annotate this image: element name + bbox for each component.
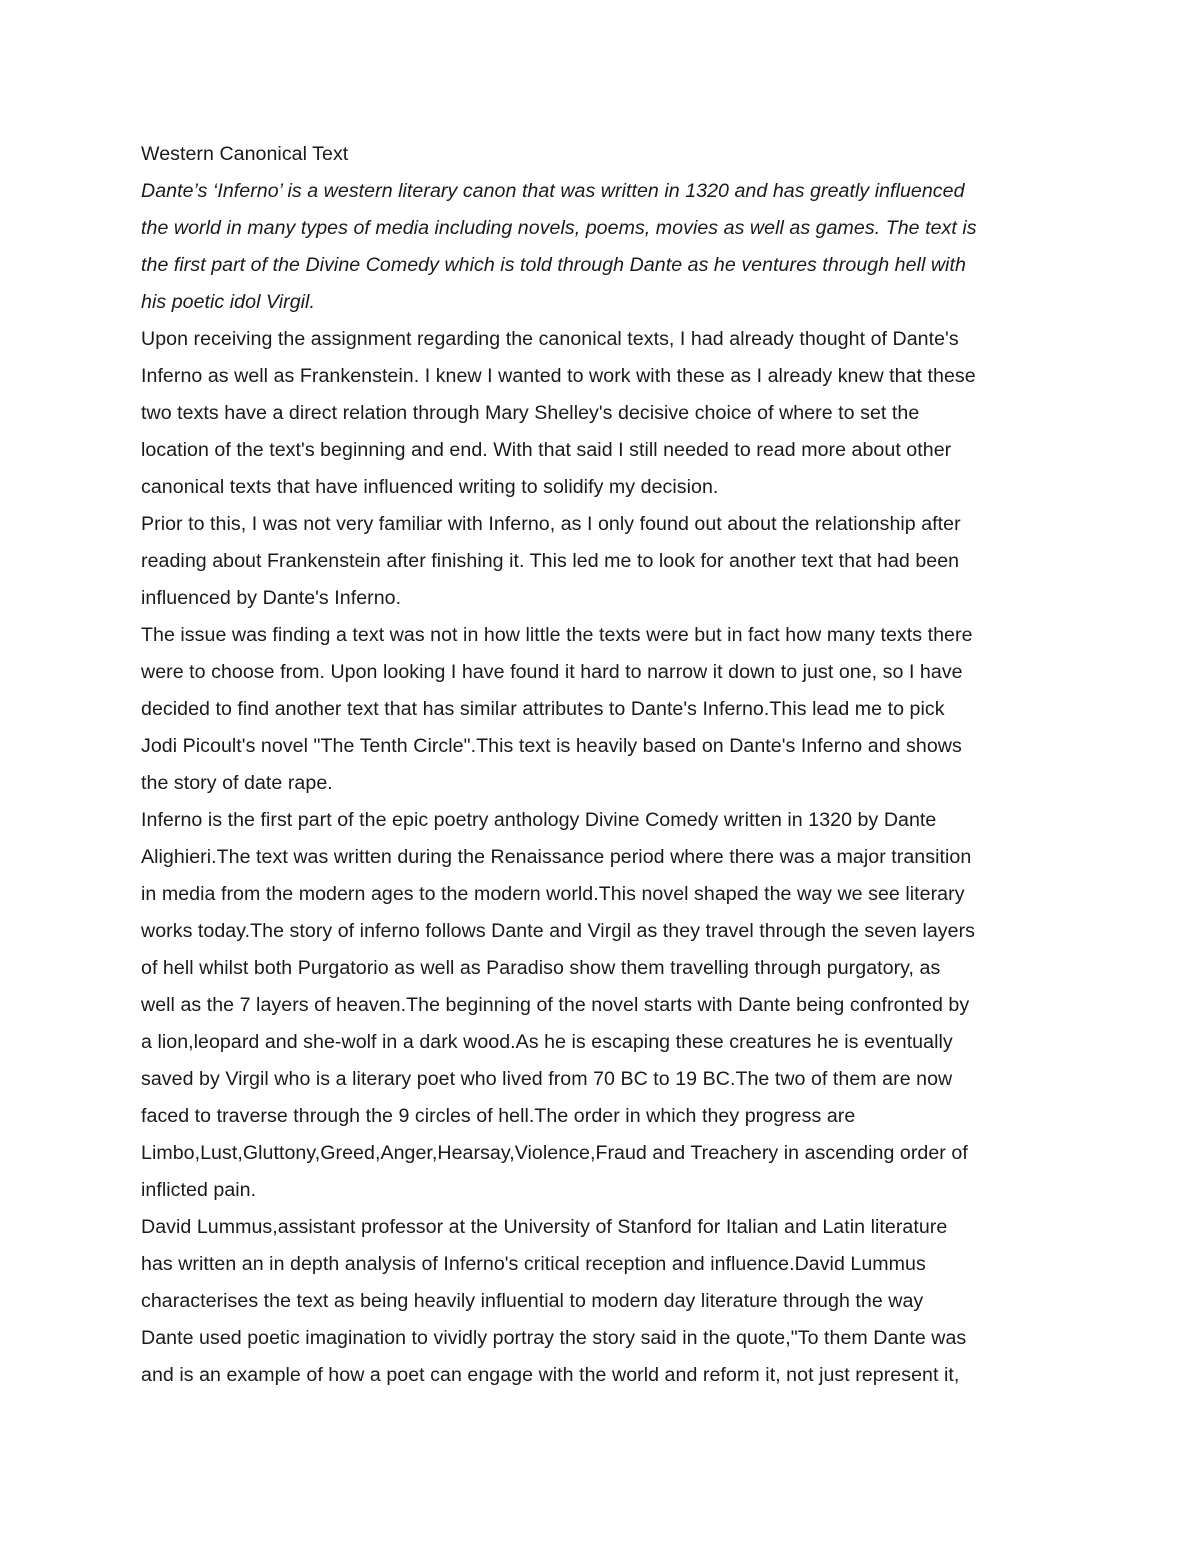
paragraph-line: characterises the text as being heavily influential to modern day literature through the way [141,1290,924,1312]
paragraph-line: well as the 7 layers of heaven.The beginning of the novel starts with Dante being confronted by [141,994,970,1016]
paragraph-line: two texts have a direct relation through Mary Shelley's decisive choice of where to set the [141,402,920,424]
paragraph-line: Inferno is the first part of the epic poetry anthology Divine Comedy written in 1320 by Dante [141,809,937,831]
paragraph-line: has written an in depth analysis of Inferno's critical reception and influence.David Lummus [141,1253,926,1275]
paragraph-line: Limbo,Lust,Gluttony,Greed,Anger,Hearsay,Violence,Fraud and Treachery in ascending order of [141,1142,968,1164]
paragraph-line: Inferno as well as Frankenstein. I knew I wanted to work with these as I already knew that these [141,365,976,387]
paragraph [141,617,1061,802]
paragraph-line: saved by Virgil who is a literary poet who lived from 70 BC to 19 BC.The two of them are now [141,1068,953,1090]
paragraph-line: his poetic idol Virgil. [141,291,315,313]
paragraph-line: the first part of the Divine Comedy which is told through Dante as he ventures through hell with [141,254,966,276]
document-title: Western Canonical Text [141,143,349,165]
paragraph-line: David Lummus,assistant professor at the University of Stanford for Italian and Latin literature [141,1216,948,1238]
paragraph-line: the story of date rape. [141,772,333,794]
paragraph-line: works today.The story of inferno follows Dante and Virgil as they travel through the seven layers [141,920,976,942]
paragraph-line: Dante’s ‘Inferno’ is a western literary canon that was written in 1320 and has greatly influenced [141,180,965,202]
paragraph-line: faced to traverse through the 9 circles of hell.The order in which they progress are [141,1105,856,1127]
paragraph-line: Alighieri.The text was written during the Renaissance period where there was a major transition [141,846,972,868]
paragraph-line: and is an example of how a poet can engage with the world and reform it, not just represent it, [141,1364,960,1386]
paragraph-line: canonical texts that have influenced writing to solidify my decision. [141,476,719,498]
paragraph-line: a lion,leopard and she-wolf in a dark wood.As he is escaping these creatures he is eventually [141,1031,953,1053]
paragraph [141,802,1061,1209]
paragraph-line: Jodi Picoult's novel "The Tenth Circle".This text is heavily based on Dante's Inferno and shows [141,735,962,757]
paragraph [141,173,1061,321]
paragraph-line: Prior to this, I was not very familiar with Inferno, as I only found out about the relationship after [141,513,961,535]
paragraph [141,506,1061,617]
paragraph-line: The issue was finding a text was not in how little the texts were but in fact how many texts there [141,624,973,646]
paragraph [141,1209,1061,1394]
paragraph-line: decided to find another text that has similar attributes to Dante's Inferno.This lead me to pick [141,698,945,720]
paragraph-list [141,173,1061,1394]
paragraph-line: influenced by Dante's Inferno. [141,587,402,609]
paragraph-line: the world in many types of media including novels, poems, movies as well as games. The text is [141,217,977,239]
paragraph-line: were to choose from. Upon looking I have found it hard to narrow it down to just one, so I have [141,661,963,683]
paragraph-line: Dante used poetic imagination to vividly portray the story said in the quote,"To them Dante was [141,1327,967,1349]
paragraph-line: inflicted pain. [141,1179,257,1201]
paragraph-line: reading about Frankenstein after finishing it. This led me to look for another text that had been [141,550,960,572]
document-body [141,136,1061,1394]
paragraph [141,321,1061,506]
paragraph-line: in media from the modern ages to the modern world.This novel shaped the way we see literary [141,883,965,905]
paragraph-line: Upon receiving the assignment regarding the canonical texts, I had already thought of Dante's [141,328,959,350]
paragraph-line: of hell whilst both Purgatorio as well as Paradiso show them travelling through purgatory, as [141,957,941,979]
paragraph-line: location of the text's beginning and end. With that said I still needed to read more about other [141,439,952,461]
